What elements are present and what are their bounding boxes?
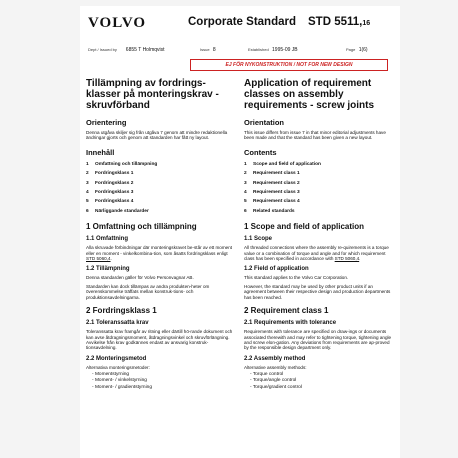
std-reference-link[interactable]: STD 5060,4 <box>334 256 360 262</box>
sv-section-1-2-text: Denna standarden gäller för Volvo Personvagnar AB. <box>86 275 194 281</box>
toc-item: 5 Fordringsklass 4 <box>86 199 134 205</box>
std-reference-link[interactable]: STD 5060,4 <box>86 256 111 262</box>
en-section-1-2-text: This standard applies to the Volvo Car Corporation. <box>244 275 349 281</box>
en-section-2-2-heading: 2.2 Assembly method <box>244 355 306 362</box>
sv-section-2-2-heading: 2.2 Monteringsmetod <box>86 355 147 362</box>
swedish-column <box>86 78 234 391</box>
toc-item: 2 Fordringsklass 1 <box>86 171 134 177</box>
meta-established: Established 1995-09 JB <box>248 47 298 53</box>
toc-item: 6 Närliggande standarder <box>86 208 149 214</box>
sv-section-1-2-text-2: Standarden kan dock tillämpas av andra produkten-heter om överenskommelse träffats mellan konstruk-tions- och produktionsavdelningarna. <box>86 283 210 300</box>
en-section-2-heading: 2 Requirement class 1 <box>244 306 329 316</box>
toc-item: 1 Scope and field of application <box>244 161 321 167</box>
sv-section-1-heading: 1 Omfattning och tillämpning <box>86 222 197 232</box>
en-orientation-heading: Orientation <box>244 118 285 127</box>
en-section-1-heading: 1 Scope and field of application <box>244 222 365 232</box>
en-section-2-2-text: Alternative assembly methods: <box>244 364 307 370</box>
en-orientation-text: This issue differs from issue 7 in that minor editorial adjustments have been made and that the standard has been given a new layout. <box>244 130 386 141</box>
en-section-1-2-text-2: However, the standard may be used by other product units if an agreement between their respective design and production departments has been reached. <box>244 283 391 300</box>
meta-issue: Issue 8 <box>200 47 216 53</box>
document-type: Corporate Standard <box>188 16 296 28</box>
en-section-1-1-heading: 1.1 Scope <box>244 236 273 243</box>
english-column <box>244 78 392 391</box>
sv-contents-heading: Innehåll <box>86 147 115 157</box>
sv-table-of-contents <box>86 160 234 216</box>
standard-number: STD 5511,16 <box>308 16 371 28</box>
sv-section-2-2-text: Alternativa monteringsmetoder: <box>86 364 150 370</box>
en-contents-heading: Contents <box>244 147 277 157</box>
list-item: - Moment- / vinkelstyrning <box>92 378 234 384</box>
swedish-title: Tillämpning av fordrings-klasser på monteringskrav - skruvförband <box>86 78 219 111</box>
toc-item: 4 Fordringsklass 3 <box>86 190 134 196</box>
toc-item: 1 Omfattning och tillämpning <box>86 161 158 167</box>
not-for-new-design-banner: EJ FÖR NYKONSTRUKTION / NOT FOR NEW DESIGN <box>190 59 388 71</box>
en-section-2-1-text: Requirements with tolerance are specified on draw-ings or documents associated therewith and may refer to tightening torque, tightening angle and screw elon-gation. Any deviations from requirements are ap-proved by the responsible design department only. <box>244 329 392 351</box>
list-item: - Torque control <box>250 372 392 378</box>
sv-section-2-1-heading: 2.1 Toleranssatta krav <box>86 320 149 327</box>
volvo-logo: VOLVO <box>88 15 147 31</box>
toc-item: 3 Requirement class 2 <box>244 180 300 186</box>
sv-section-2-heading: 2 Fordringsklass 1 <box>86 306 157 316</box>
sv-section-2-1-text: Toleranssatta krav framgår av ritning eller därtill hö-rande dokument och kan avse åtdragningsmoment, åtdragningsvinkel och skruvförlängning. Avvikelse från krav godkännes endast av ansvarig konstruk-tionsavdelning. <box>86 329 233 351</box>
toc-item: 4 Requirement class 3 <box>244 190 300 196</box>
meta-dept: Dept / Issued by 6855 T Holmqvist <box>88 47 165 53</box>
list-item: - Moment- / gradientstyrning <box>92 385 234 391</box>
list-item: - Torque/gradient control <box>250 385 392 391</box>
en-section-1-2-heading: 1.2 Field of application <box>244 266 309 273</box>
sv-orientering-heading: Orientering <box>86 118 127 127</box>
list-item: - Torque/angle control <box>250 378 392 384</box>
sv-section-1-2-heading: 1.2 Tillämpning <box>86 266 130 273</box>
meta-page: Page 1(6) <box>346 47 368 53</box>
en-table-of-contents <box>244 160 392 216</box>
toc-item: 2 Requirement class 1 <box>244 171 300 177</box>
toc-item: 5 Requirement class 4 <box>244 199 300 205</box>
document-page <box>80 6 400 458</box>
sv-orientering-text: Denna utgåva skiljer sig från utgåva 7 genom att mindre redaktionella ändringar gjorts och genom att standarden har fått ny layout. <box>86 130 228 141</box>
toc-item: 3 Fordringsklass 2 <box>86 180 134 186</box>
en-section-1-1-text: All threaded connections where the assembly re-quirements is a torque value or a combination of torque and angle and for which requirement class has been specified in accordance with STD 5060,4. <box>244 245 389 262</box>
sv-method-list <box>86 372 234 391</box>
sv-section-1-1-heading: 1.1 Omfattning <box>86 236 129 243</box>
en-section-2-1-heading: 2.1 Requirements with tolerance <box>244 320 337 327</box>
english-title: Application of requirement classes on assembly requirements - screw joints <box>244 78 375 111</box>
sv-section-1-1-text: Alla skruvade förbindningar där monteringskravet be-står av ett moment eller en moment - vinkelkombina-tion, som åsatts fordringsklass enligt STD 5060,4. <box>86 245 233 262</box>
list-item: - Momentstyrning <box>92 372 234 378</box>
en-method-list <box>244 372 392 391</box>
toc-item: 6 Related standards <box>244 208 295 214</box>
